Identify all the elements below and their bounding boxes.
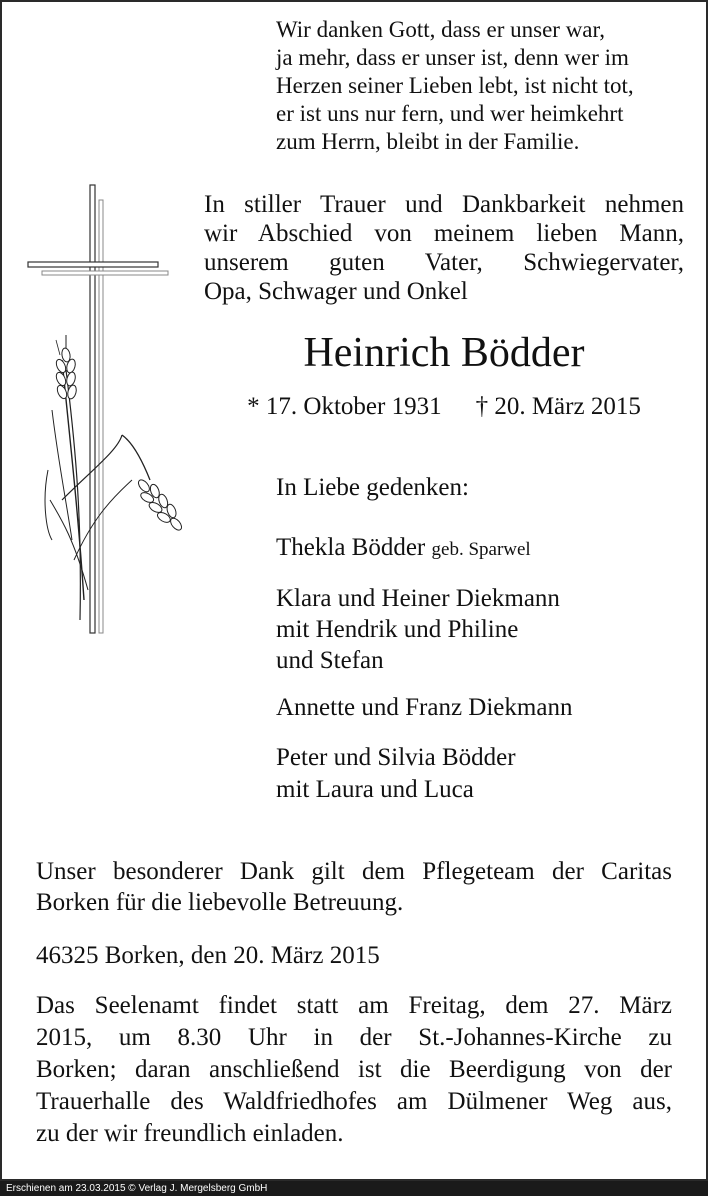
mourner-line: Annette und Franz Diekmann [276,694,573,721]
intro-line: unserem guten Vater, Schwiegervater, [204,249,684,276]
service-paragraph [36,990,672,1150]
mourner-line: mit Laura und Luca [276,776,474,803]
service-line: Trauerhalle des Waldfriedhofes am Dülmener Weg aus, [36,1088,672,1115]
mourner-line: mit Hendrik und Philine [276,616,519,643]
mourner-group [276,534,531,562]
place-date: 46325 Borken, den 20. März 2015 [36,942,380,969]
quote-line: Wir danken Gott, dass er unser war, [276,17,605,42]
mourner-line: und Stefan [276,647,384,674]
maiden-name-note: geb. Sparwel [431,539,531,560]
thanks-line: Borken für die liebevolle Betreuung. [36,889,404,916]
quote [276,16,676,156]
service-line: zu der wir freundlich einladen. [36,1120,344,1147]
mourners-heading: In Liebe gedenken: [276,474,469,501]
quote-line: Herzen seiner Lieben lebt, ist nicht tot, [276,73,634,98]
mourner-group [276,694,572,722]
deceased-name: Heinrich Bödder [303,330,585,376]
intro-line: wir Abschied von meinem lieben Mann, [204,220,684,247]
thanks-line: Unser besonderer Dank gilt dem Pflegeteam der Caritas [36,858,672,885]
thanks-paragraph [36,856,672,918]
deceased-dates [204,393,684,421]
mourner-name: Thekla Bödder [276,534,426,561]
mourner-line: Peter und Silvia Bödder [276,744,516,771]
intro-line: Opa, Schwager und Onkel [204,278,468,305]
intro-line: In stiller Trauer und Dankbarkeit nehmen [204,191,684,218]
quote-line: er ist uns nur fern, und wer heimkehrt [276,101,624,126]
publication-footer: Erschienen am 23.03.2015 © Verlag J. Mergelsberg GmbH [0,1181,708,1196]
mourner-group [276,742,516,806]
mourner-line: Klara und Heiner Diekmann [276,585,560,612]
cross-with-wheat-icon [22,180,202,640]
quote-line: ja mehr, dass er unser ist, denn wer im [276,45,629,70]
mourner-group [276,583,560,676]
service-line: Borken; daran anschließend ist die Beerdigung von der [36,1056,672,1083]
birth-date: * 17. Oktober 1931 [247,393,442,420]
service-line: 2015, um 8.30 Uhr in der St.-Johannes-Kirche zu [36,1024,672,1051]
death-date: † 20. März 2015 [475,393,641,420]
service-line: Das Seelenamt findet statt am Freitag, dem 27. März [36,992,672,1019]
intro-paragraph [204,190,684,306]
quote-line: zum Herrn, bleibt in der Familie. [276,129,580,154]
